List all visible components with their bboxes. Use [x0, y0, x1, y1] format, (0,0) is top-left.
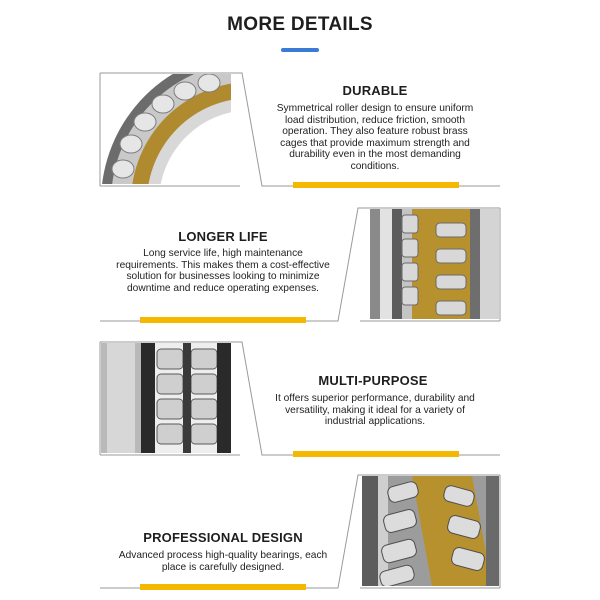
feature-card-multi-purpose	[0, 341, 600, 459]
accent-bar	[140, 317, 306, 323]
feature-card-professional-design	[0, 474, 600, 592]
card-description: Advanced process high-quality bearings, each place is carefully designed.	[118, 550, 328, 573]
accent-bar	[293, 182, 459, 188]
card-heading: DURABLE	[342, 83, 408, 98]
card-description: Symmetrical roller design to ensure uniform load distribution, reduce friction, smooth operation. They also feature robust brass cages that provide maximum strength and durability even in the most demanding conditions.	[276, 103, 474, 172]
card-heading: LONGER LIFE	[178, 229, 268, 244]
feature-card-durable	[0, 72, 600, 190]
accent-bar	[293, 451, 459, 457]
bearing-photo	[362, 476, 499, 586]
bearing-photo	[101, 74, 231, 184]
bearing-photo	[370, 209, 499, 319]
page-title: MORE DETAILS	[227, 14, 373, 35]
card-description: It offers superior performance, durability and versatility, making it ideal for a variety of industrial applications.	[275, 393, 475, 428]
card-heading: PROFESSIONAL DESIGN	[143, 530, 303, 545]
card-description: Long service life, high maintenance requirements. This makes them a cost-effective solution for businesses looking to minimize downtime and reduce operating expenses.	[116, 248, 330, 294]
bearing-photo	[101, 343, 231, 453]
feature-card-longer-life	[0, 207, 600, 325]
card-heading: MULTI-PURPOSE	[318, 373, 428, 388]
title-underline	[281, 48, 319, 52]
accent-bar	[140, 584, 306, 590]
